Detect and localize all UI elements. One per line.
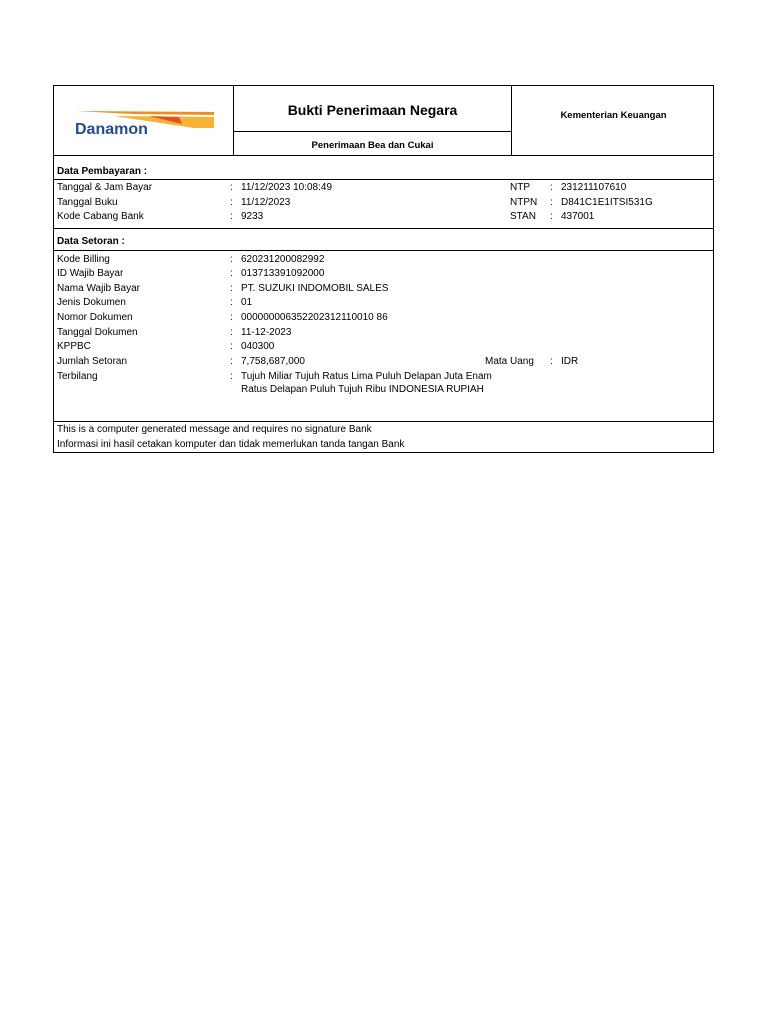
field-label: Nama Wajib Bayar	[57, 283, 140, 294]
section-title-setoran: Data Setoran :	[57, 236, 125, 247]
document-title: Bukti Penerimaan Negara	[287, 102, 458, 118]
danamon-logo	[54, 86, 233, 155]
section-divider	[54, 179, 713, 180]
field-label: Nomor Dokumen	[57, 312, 133, 323]
field-colon: :	[230, 356, 233, 367]
field-value: D841C1E1ITSI531G	[561, 197, 653, 208]
field-label: Tanggal Dokumen	[57, 327, 138, 338]
field-value: 040300	[241, 341, 275, 352]
field-value: 11/12/2023	[241, 197, 291, 208]
field-label: ID Wajib Bayar	[57, 268, 124, 279]
field-value: 9233	[241, 211, 264, 222]
terbilang-line: Ratus Delapan Puluh Tujuh Ribu INDONESIA RUPIAH	[241, 384, 484, 395]
field-colon: :	[230, 182, 233, 193]
field-label: NTPN	[510, 197, 538, 208]
document-subtitle: Penerimaan Bea dan Cukai	[311, 140, 434, 151]
field-colon: :	[230, 197, 233, 208]
field-colon: :	[550, 356, 553, 367]
field-label: Kode Billing	[57, 254, 110, 265]
field-value: 000000006352202312110010 86	[241, 312, 388, 323]
currency-value: IDR	[561, 356, 579, 367]
ministry-name: Kementerian Keuangan	[560, 110, 667, 121]
field-label: Jenis Dokumen	[57, 297, 126, 308]
field-colon: :	[230, 327, 233, 338]
field-colon: :	[550, 182, 553, 193]
field-value: 231211107610	[561, 182, 627, 193]
field-colon: :	[550, 197, 553, 208]
section-divider	[54, 228, 713, 229]
danamon-logo-mark	[54, 86, 233, 155]
field-colon: :	[230, 283, 233, 294]
logo-wordmark: Danamon	[75, 121, 148, 138]
section-divider	[54, 155, 713, 156]
footer-note: Informasi ini hasil cetakan komputer dan tidak memerlukan tanda tangan Bank	[57, 439, 405, 450]
field-label: Terbilang	[57, 371, 98, 382]
field-colon: :	[230, 297, 233, 308]
field-value: 620231200082992	[241, 254, 325, 265]
field-colon: :	[230, 341, 233, 352]
receipt-document	[53, 85, 714, 453]
field-colon: :	[230, 371, 233, 382]
footer-note: This is a computer generated message and requires no signature Bank	[57, 424, 372, 435]
field-label: KPPBC	[57, 341, 91, 352]
field-value: 11-12-2023	[241, 327, 292, 338]
field-label: NTP	[510, 182, 530, 193]
section-divider	[54, 421, 713, 422]
field-label: STAN	[510, 211, 536, 222]
field-value: 01	[241, 297, 253, 308]
field-value: 437001	[561, 211, 595, 222]
field-colon: :	[550, 211, 553, 222]
section-divider	[54, 250, 713, 251]
header-divider	[234, 131, 511, 132]
field-value: 7,758,687,000	[241, 356, 305, 367]
field-label: Kode Cabang Bank	[57, 211, 144, 222]
section-title-pembayaran: Data Pembayaran :	[57, 166, 148, 177]
field-value: 11/12/2023 10:08:49	[241, 182, 333, 193]
field-colon: :	[230, 254, 233, 265]
field-colon: :	[230, 268, 233, 279]
field-value: PT. SUZUKI INDOMOBIL SALES	[241, 283, 389, 294]
field-value: 013713391092000	[241, 268, 325, 279]
field-label: Tanggal & Jam Bayar	[57, 182, 153, 193]
field-colon: :	[230, 211, 233, 222]
field-label: Tanggal Buku	[57, 197, 118, 208]
field-label: Jumlah Setoran	[57, 356, 128, 367]
field-colon: :	[230, 312, 233, 323]
terbilang-line: Tujuh Miliar Tujuh Ratus Lima Puluh Delapan Juta Enam	[241, 371, 492, 382]
currency-label: Mata Uang	[485, 356, 534, 367]
